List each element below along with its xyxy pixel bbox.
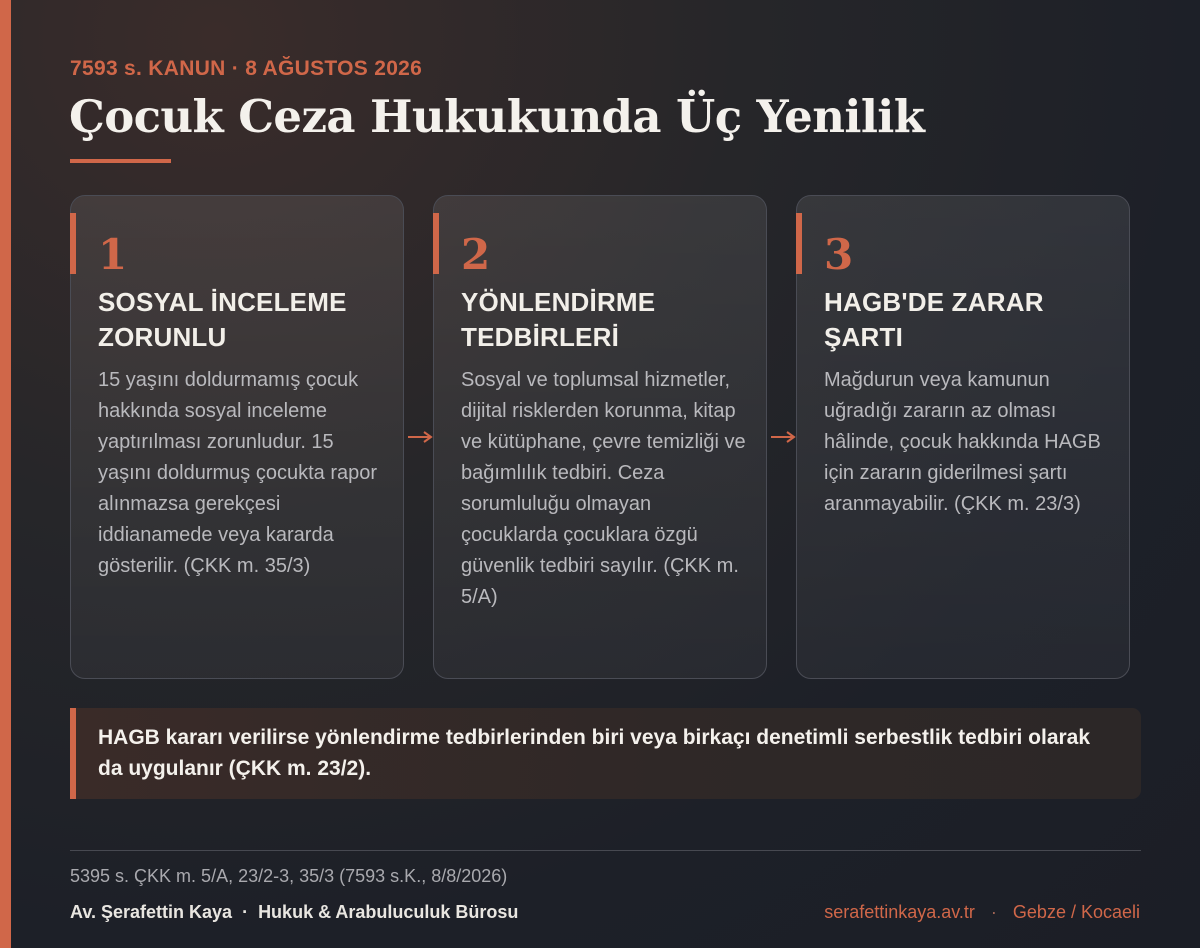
card-title: HAGB'DE ZARAR ŞARTI xyxy=(824,287,1044,352)
card-number: 1 xyxy=(98,230,128,279)
card-body: Sosyal ve toplumsal hizmetler, dijital risklerden korunma, kitap ve kütüphane, çevre temizliği ve bağımlılık tedbiri. Ceza sorumluluğu olmayan çocuklarda çocuklara özgü güvenlik tedbiri sayılır. (ÇKK m. 5/A) xyxy=(461,369,746,608)
footer-contact xyxy=(824,902,1140,923)
callout-accent-mark xyxy=(70,708,76,799)
arrow-right-icon xyxy=(771,430,799,444)
footer-author: Av. Şerafettin Kaya xyxy=(70,902,233,922)
card-body: Mağdurun veya kamunun uğradığı zararın az olması hâlinde, çocuk hakkında HAGB için zararın giderilmesi şartı aranmayabilir. (ÇKK m. 23/3) xyxy=(824,369,1101,515)
card-hagb-damage-condition xyxy=(796,195,1130,679)
card-diversion-measures xyxy=(433,195,767,679)
callout-text: HAGB kararı verilirse yönlendirme tedbirlerinden biri veya birkaçı denetimli serbestlik tedbiri olarak da uygulanır (ÇKK m. 23/2). xyxy=(98,726,1091,780)
footer-reference: 5395 s. ÇKK m. 5/A, 23/2-3, 35/3 (7593 s.K., 8/8/2026) xyxy=(70,866,508,886)
callout-note xyxy=(70,708,1141,799)
footer-divider xyxy=(70,850,1141,851)
footer-signature xyxy=(70,902,518,923)
card-number: 2 xyxy=(461,230,491,279)
header-kicker: 7593 s. KANUN · 8 AĞUSTOS 2026 xyxy=(70,57,423,80)
card-number: 3 xyxy=(824,230,854,279)
footer-location-separator: · xyxy=(990,902,997,922)
footer-office: Hukuk & Arabuluculuk Bürosu xyxy=(258,902,519,922)
card-social-inquiry xyxy=(70,195,404,679)
footer-name-separator: · xyxy=(242,902,249,922)
card-body: 15 yaşını doldurmamış çocuk hakkında sosyal inceleme yaptırılması zorunludur. 15 yaşını doldurmuş çocukta rapor alınmazsa gerekçesi iddianamede veya kararda gösterilir. (ÇKK m. 35/3) xyxy=(98,369,378,577)
card-accent-mark xyxy=(796,213,802,274)
left-accent-bar xyxy=(0,0,11,948)
arrow-right-icon xyxy=(408,430,436,444)
page-title: Çocuk Ceza Hukukunda Üç Yenilik xyxy=(69,90,925,143)
card-accent-mark xyxy=(433,213,439,274)
footer-location: Gebze / Kocaeli xyxy=(1012,902,1140,922)
card-accent-mark xyxy=(70,213,76,274)
card-title: SOSYAL İNCELEME ZORUNLU xyxy=(98,287,347,352)
card-title: YÖNLENDİRME TEDBİRLERİ xyxy=(461,287,656,352)
footer-website-link[interactable]: serafettinkaya.av.tr xyxy=(824,902,975,922)
title-underline xyxy=(70,159,171,163)
